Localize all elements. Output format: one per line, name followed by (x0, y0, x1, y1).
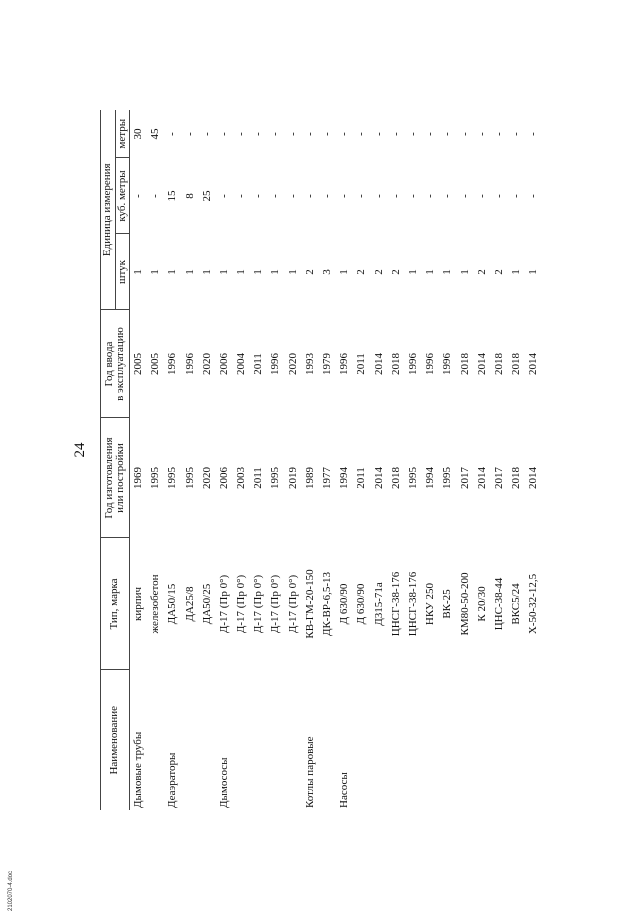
cell-m: - (510, 132, 523, 136)
cell-pcs: 1 (406, 269, 419, 275)
cell-name (474, 670, 491, 810)
cell-m3: 25 (200, 190, 213, 202)
cell-year-made: 2017 (492, 467, 505, 489)
table-row (508, 110, 525, 810)
cell-pcs: 1 (424, 269, 437, 275)
cell-year-made: 1995 (166, 467, 179, 489)
cell-pcs: 1 (458, 269, 471, 275)
header-year-commissioned-line2: в эксплуатацию (114, 327, 127, 401)
cell-pcs: 1 (527, 269, 540, 275)
cell-m3: - (510, 194, 523, 198)
cell-m: - (252, 132, 265, 136)
cell-m: 45 (149, 128, 162, 140)
cell-m3: - (527, 194, 540, 198)
cell-m3: - (492, 194, 505, 198)
cell-m3: - (406, 194, 419, 198)
cell-name (457, 670, 474, 810)
cell-m: - (321, 132, 334, 136)
cell-year-made: 1995 (149, 467, 162, 489)
cell-pcs: 2 (355, 269, 368, 275)
cell-name: Котлы паровые (303, 736, 316, 808)
cell-year-commissioned: 2005 (131, 353, 144, 375)
cell-m3: - (252, 194, 265, 198)
cell-name: Насосы (338, 772, 351, 808)
cell-pcs: 1 (200, 269, 213, 275)
table-row (268, 110, 285, 810)
cell-m3: - (441, 194, 454, 198)
rotated-page (72, 110, 570, 810)
header-year-commissioned-line1: Год ввода (102, 341, 115, 387)
header-year-commissioned (101, 310, 130, 418)
cell-m: - (441, 132, 454, 136)
cell-m: - (303, 132, 316, 136)
header-unit-pcs: штук (115, 234, 130, 310)
cell-year-made: 2019 (286, 467, 299, 489)
cell-name (199, 670, 216, 810)
cell-type: Х-50-32-12,5 (527, 573, 540, 635)
cell-m: - (492, 132, 505, 136)
cell-type: КМ80-50-200 (458, 572, 471, 636)
cell-m: - (217, 132, 230, 136)
table-row (319, 110, 336, 810)
cell-name (354, 670, 371, 810)
cell-m: - (355, 132, 368, 136)
footer-filename: 2102070-4.doc (8, 870, 14, 911)
cell-m3: - (303, 194, 316, 198)
cell-pcs: 1 (269, 269, 282, 275)
cell-m3: 8 (183, 193, 196, 199)
cell-year-commissioned: 1996 (166, 353, 179, 375)
cell-year-commissioned: 1996 (269, 353, 282, 375)
cell-type: ВКС5/24 (510, 583, 523, 625)
cell-year-made: 2003 (235, 467, 248, 489)
cell-year-made: 1995 (183, 467, 196, 489)
cell-type: К 20/30 (475, 586, 488, 622)
header-name: Наименование (101, 670, 130, 810)
page-number: 24 (72, 442, 88, 458)
cell-year-made: 1989 (303, 467, 316, 489)
cell-m3: - (235, 194, 248, 198)
cell-year-made: 2006 (217, 467, 230, 489)
cell-m3: - (286, 194, 299, 198)
cell-pcs: 1 (217, 269, 230, 275)
cell-year-commissioned: 2014 (527, 353, 540, 375)
table-row (405, 110, 422, 810)
cell-type: ЦНСГ-38-176 (406, 571, 419, 637)
cell-name (388, 670, 405, 810)
cell-year-made: 2014 (372, 467, 385, 489)
cell-m: - (389, 132, 402, 136)
cell-name (405, 670, 422, 810)
cell-pcs: 1 (338, 269, 351, 275)
table-row (440, 110, 457, 810)
cell-year-commissioned: 2014 (475, 353, 488, 375)
cell-year-commissioned: 1979 (321, 353, 334, 375)
cell-type: НКУ 250 (424, 582, 437, 626)
header-unit-m: метры (115, 110, 130, 158)
cell-year-made: 2020 (200, 467, 213, 489)
table-row (526, 110, 543, 810)
cell-year-made: 2014 (475, 467, 488, 489)
header-year-made-line2: или постройки (114, 443, 127, 513)
table-row (216, 110, 233, 810)
cell-type: Д315-71а (372, 582, 385, 626)
cell-year-made: 2011 (355, 467, 368, 489)
cell-pcs: 2 (475, 269, 488, 275)
cell-name (371, 670, 388, 810)
cell-year-commissioned: 2020 (286, 353, 299, 375)
cell-type: Д-17 (Пр 0°) (269, 574, 282, 634)
cell-pcs: 1 (149, 269, 162, 275)
cell-year-commissioned: 2018 (389, 353, 402, 375)
cell-year-commissioned: 2018 (492, 353, 505, 375)
cell-year-made: 1995 (269, 467, 282, 489)
cell-year-commissioned: 1996 (441, 353, 454, 375)
cell-year-made: 1995 (441, 467, 454, 489)
cell-type: ДА25/8 (183, 586, 196, 622)
cell-type: ДА50/15 (166, 583, 179, 625)
cell-pcs: 1 (183, 269, 196, 275)
cell-m3: - (424, 194, 437, 198)
table-row (491, 110, 508, 810)
cell-m3: - (321, 194, 334, 198)
header-unit-m3: куб. метры (115, 158, 130, 234)
cell-year-commissioned: 2011 (355, 353, 368, 375)
cell-year-commissioned: 1996 (338, 353, 351, 375)
cell-year-made: 1994 (338, 467, 351, 489)
cell-pcs: 2 (372, 269, 385, 275)
cell-name (422, 670, 439, 810)
cell-m3: - (458, 194, 471, 198)
cell-pcs: 1 (510, 269, 523, 275)
cell-year-commissioned: 1993 (303, 353, 316, 375)
cell-year-commissioned: 2014 (372, 353, 385, 375)
cell-year-made: 2018 (510, 467, 523, 489)
cell-m3: - (355, 194, 368, 198)
cell-type: Д-17 (Пр 0°) (252, 574, 265, 634)
cell-year-commissioned: 2018 (458, 353, 471, 375)
table-row (251, 110, 268, 810)
cell-name (491, 670, 508, 810)
cell-pcs: 2 (303, 269, 316, 275)
table-row (388, 110, 405, 810)
cell-year-commissioned: 2011 (252, 353, 265, 375)
cell-pcs: 3 (321, 269, 334, 275)
cell-m3: - (389, 194, 402, 198)
header-year-made (101, 418, 130, 538)
cell-m3: - (338, 194, 351, 198)
cell-year-commissioned: 1996 (406, 353, 419, 375)
table-row (457, 110, 474, 810)
cell-m: - (406, 132, 419, 136)
cell-name (233, 670, 250, 810)
cell-pcs: 1 (131, 269, 144, 275)
cell-m: - (183, 132, 196, 136)
cell-pcs: 1 (166, 269, 179, 275)
cell-m: - (235, 132, 248, 136)
table-row (130, 110, 148, 810)
table-row (302, 110, 319, 810)
table-row (165, 110, 182, 810)
cell-m: - (527, 132, 540, 136)
table-row (371, 110, 388, 810)
cell-m3: - (217, 194, 230, 198)
cell-pcs: 2 (389, 269, 402, 275)
cell-year-made: 2011 (252, 467, 265, 489)
cell-type: ВК-25 (441, 589, 454, 619)
cell-name (440, 670, 457, 810)
cell-m3: - (372, 194, 385, 198)
cell-year-commissioned: 2005 (149, 353, 162, 375)
cell-year-made: 2017 (458, 467, 471, 489)
cell-type: кирпич (131, 586, 144, 622)
cell-type: Д-17 (Пр 0°) (286, 574, 299, 634)
cell-pcs: 1 (441, 269, 454, 275)
table-body (130, 110, 543, 810)
cell-m: 30 (131, 128, 144, 140)
cell-year-made: 1995 (406, 467, 419, 489)
header-year-made-line1: Год изготовления (102, 437, 115, 519)
cell-name (251, 670, 268, 810)
cell-m: - (286, 132, 299, 136)
cell-name (268, 670, 285, 810)
cell-type: ДА50/25 (200, 583, 213, 625)
cell-pcs: 1 (252, 269, 265, 275)
cell-m3: - (149, 194, 162, 198)
cell-year-made: 2018 (389, 467, 402, 489)
table-row (354, 110, 371, 810)
cell-name (147, 670, 164, 810)
cell-name (319, 670, 336, 810)
cell-m: - (424, 132, 437, 136)
cell-m: - (475, 132, 488, 136)
cell-m3: - (475, 194, 488, 198)
table-row (147, 110, 164, 810)
cell-m: - (269, 132, 282, 136)
cell-name (526, 670, 543, 810)
cell-type: железобетон (149, 574, 162, 634)
cell-name (285, 670, 302, 810)
cell-pcs: 2 (492, 269, 505, 275)
cell-type: ДК-ВР-6,5-13 (321, 571, 334, 637)
cell-m: - (458, 132, 471, 136)
cell-year-commissioned: 1996 (424, 353, 437, 375)
table-row (199, 110, 216, 810)
cell-m: - (372, 132, 385, 136)
table-row (336, 110, 353, 810)
cell-m: - (338, 132, 351, 136)
cell-type: КВ-ГМ-20-150 (303, 569, 316, 639)
table-row (233, 110, 250, 810)
cell-name (508, 670, 525, 810)
cell-year-made: 1994 (424, 467, 437, 489)
cell-name: Деаэраторы (166, 752, 179, 808)
cell-type: Д-17 (Пр 0°) (235, 574, 248, 634)
cell-year-made: 1969 (131, 467, 144, 489)
cell-year-commissioned: 2020 (200, 353, 213, 375)
cell-m: - (166, 132, 179, 136)
table-row (182, 110, 199, 810)
cell-name: Дымососы (217, 757, 230, 808)
cell-pcs: 1 (286, 269, 299, 275)
cell-year-commissioned: 2004 (235, 353, 248, 375)
table-header (101, 110, 130, 810)
cell-year-made: 1977 (321, 467, 334, 489)
cell-pcs: 1 (235, 269, 248, 275)
cell-type: Д 630/90 (338, 583, 351, 625)
table-row (474, 110, 491, 810)
cell-year-commissioned: 2006 (217, 353, 230, 375)
cell-m3: 15 (166, 190, 179, 202)
header-unit-group: Единица измерения (101, 110, 116, 310)
cell-year-made: 2014 (527, 467, 540, 489)
cell-year-commissioned: 2018 (510, 353, 523, 375)
header-type: Тип, марка (101, 538, 130, 670)
cell-m3: - (131, 194, 144, 198)
table-row (422, 110, 439, 810)
cell-type: Д 630/90 (355, 583, 368, 625)
equipment-table (100, 110, 543, 810)
cell-type: Д-17 (Пр 0°) (217, 574, 230, 634)
table-row (285, 110, 302, 810)
cell-m: - (200, 132, 213, 136)
cell-m3: - (269, 194, 282, 198)
cell-year-commissioned: 1996 (183, 353, 196, 375)
cell-type: ЦНСГ-38-176 (389, 571, 402, 637)
cell-type: ЦНС-38-44 (492, 577, 505, 631)
cell-name (182, 670, 199, 810)
cell-name: Дымовые трубы (131, 731, 144, 808)
